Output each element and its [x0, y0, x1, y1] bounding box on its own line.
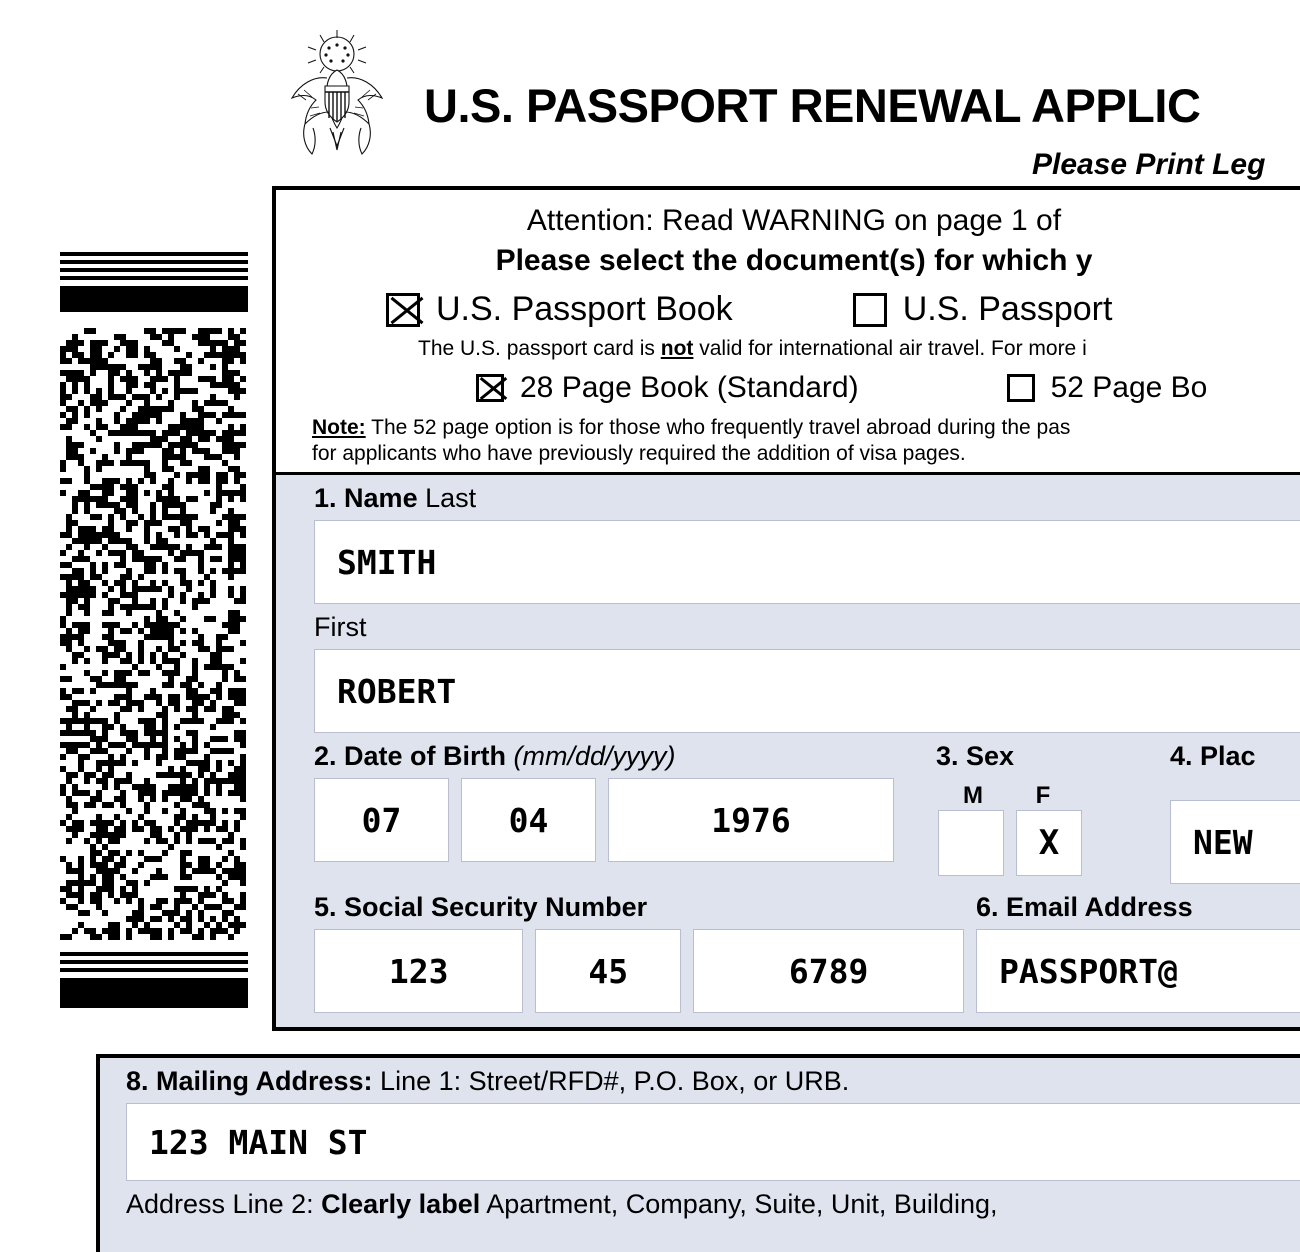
sex-m-label: M: [963, 782, 983, 810]
mailing-label-bold: 8. Mailing Address:: [126, 1066, 373, 1096]
sex-header-row: [926, 778, 1156, 810]
field-label-sex: [926, 733, 1156, 778]
dob-format: (mm/dd/yyyy): [513, 741, 676, 772]
dob-sex-place-label-row: [276, 733, 1300, 778]
input-sex-male[interactable]: [938, 810, 1004, 876]
page-subtitle: Please Print Leg: [1032, 148, 1266, 181]
label-passport-card: U.S. Passport: [902, 290, 1113, 328]
input-dob-month[interactable]: 07: [314, 778, 449, 862]
form-panel: [272, 186, 1300, 1031]
mailing-label-rest: Line 1: Street/RFD#, P.O. Box, or URB.: [372, 1066, 850, 1096]
sex-label: 3. Sex: [936, 741, 1015, 772]
checkbox-passport-book[interactable]: [386, 293, 420, 327]
document-header: [0, 0, 1300, 186]
note-line-2: for applicants who have previously required the addition of visa pages.: [312, 441, 966, 465]
label-52-page-book: 52 Page Bo: [1050, 371, 1208, 404]
line2-suffix: Apartment, Company, Suite, Unit, Building,: [480, 1189, 998, 1219]
field-label-email: [976, 884, 1300, 929]
name-field-number: 1.: [314, 483, 337, 514]
field-label-ssn: [276, 884, 976, 929]
option-28-page-book[interactable]: [476, 371, 859, 405]
name-field-label: Name: [344, 483, 418, 514]
field-label-mailing-address: [100, 1058, 1300, 1103]
line2-bold: Clearly label: [321, 1189, 481, 1219]
option-passport-card[interactable]: [853, 290, 1113, 329]
input-dob-day[interactable]: 04: [461, 778, 596, 862]
label-passport-book: U.S. Passport Book: [436, 290, 733, 328]
dob-label: 2. Date of Birth: [314, 741, 507, 772]
option-passport-book[interactable]: [386, 290, 733, 329]
input-mailing-address-line1[interactable]: 123 MAIN ST: [126, 1103, 1300, 1181]
document-type-options: [276, 278, 1300, 329]
2d-barcode: [60, 252, 248, 1014]
name-last-label: Last: [425, 483, 477, 514]
card-note-suffix: valid for international air travel. For more i: [693, 337, 1087, 360]
input-last-name[interactable]: SMITH: [314, 520, 1300, 604]
line2-prefix: Address Line 2:: [126, 1189, 322, 1219]
mailing-address-line2-label: [100, 1181, 1300, 1220]
checkbox-52-page-book[interactable]: [1007, 374, 1035, 402]
select-document-prompt: Please select the document(s) for which y: [495, 244, 1093, 277]
input-ssn-part2[interactable]: 45: [535, 929, 681, 1013]
input-first-name[interactable]: ROBERT: [314, 649, 1300, 733]
input-ssn-part1[interactable]: 123: [314, 929, 523, 1013]
dob-sex-place-input-row: [276, 778, 1300, 884]
card-note-prefix: The U.S. passport card is: [418, 337, 661, 360]
input-place-of-birth[interactable]: NEW: [1170, 800, 1300, 884]
dob-inputs: [314, 778, 926, 862]
us-great-seal-eagle-icon: [272, 28, 402, 168]
document-selection-section: [276, 190, 1300, 472]
field-label-place: [1156, 733, 1300, 778]
note-label: Note:: [312, 416, 366, 439]
page-count-options: [276, 361, 1300, 405]
ssn-label: 5. Social Security Number: [314, 892, 648, 923]
field-label-dob: [276, 733, 926, 778]
input-email-address[interactable]: PASSPORT@: [976, 929, 1300, 1013]
input-dob-year[interactable]: 1976: [608, 778, 894, 862]
passport-card-note: [276, 329, 1300, 361]
page-title: U.S. PASSPORT RENEWAL APPLIC: [424, 79, 1201, 132]
ssn-inputs: [314, 929, 976, 1013]
ssn-email-input-row: [276, 929, 1300, 1027]
field-label-name: [276, 475, 1300, 520]
page-option-note: [276, 405, 1300, 472]
name-first-label: First: [314, 612, 367, 643]
sex-f-label: F: [1035, 782, 1051, 810]
mailing-address-panel: [96, 1054, 1300, 1252]
attention-text: Attention: Read WARNING on page 1 of: [526, 204, 1062, 237]
ssn-email-label-row: [276, 884, 1300, 929]
checkbox-28-page-book[interactable]: [476, 374, 504, 402]
applicant-fields-section: [276, 475, 1300, 1027]
card-note-bold: not: [660, 337, 694, 360]
option-52-page-book[interactable]: [1007, 371, 1208, 405]
checkbox-passport-card[interactable]: [853, 293, 887, 327]
sex-inputs: [926, 810, 1156, 876]
place-label: 4. Plac: [1170, 741, 1256, 772]
email-label: 6. Email Address: [976, 892, 1193, 923]
label-28-page-book: 28 Page Book (Standard): [520, 371, 859, 404]
note-line-1: The 52 page option is for those who frequently travel abroad during the pas: [365, 416, 1071, 439]
input-ssn-part3[interactable]: 6789: [693, 929, 964, 1013]
input-sex-female[interactable]: X: [1016, 810, 1082, 876]
